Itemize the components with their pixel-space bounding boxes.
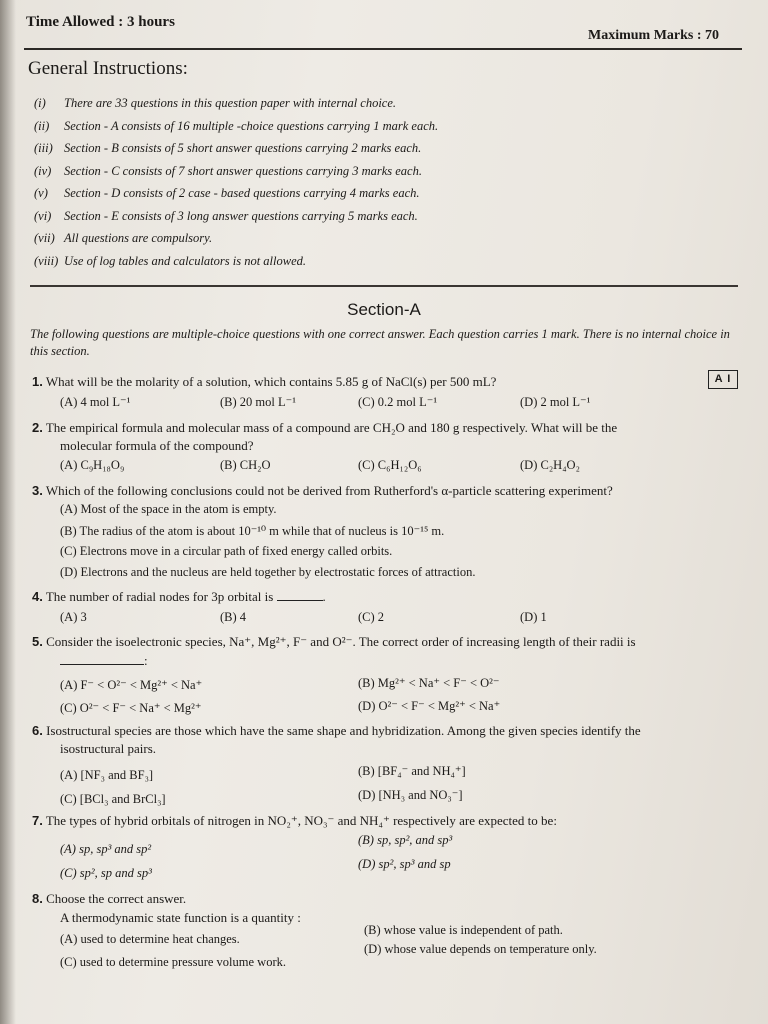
question-number: 1. xyxy=(32,374,43,389)
option-c: (C) C₆H₁₂O₆ xyxy=(358,458,422,472)
option-a: (A) F⁻ < O²⁻ < Mg²⁺ < Na⁺ xyxy=(60,678,203,692)
question-number: 6. xyxy=(32,723,43,738)
instruction-item xyxy=(34,96,734,119)
option-b: (B) 20 mol L⁻¹ xyxy=(220,395,296,409)
question-number: 8. xyxy=(32,891,43,906)
instruction-number: (vi) xyxy=(34,208,52,223)
question-2-line2: molecular formula of the compound? xyxy=(60,438,254,453)
instruction-text: Section - D consists of 2 case - based questions carrying 4 marks each. xyxy=(64,186,420,200)
option-c: (C) [BCl₃ and BrCl₃] xyxy=(60,792,166,806)
option-d: (D) O²⁻ < F⁻ < Mg²⁺ < Na⁺ xyxy=(358,699,501,713)
instruction-number: (ii) xyxy=(34,118,50,133)
option-b: (B) Mg²⁺ < Na⁺ < F⁻ < O²⁻ xyxy=(358,676,500,690)
option-c: (C) O²⁻ < F⁻ < Na⁺ < Mg²⁺ xyxy=(60,701,202,715)
question-number: 5. xyxy=(32,634,43,649)
question-text: Choose the correct answer. xyxy=(46,891,187,906)
difficulty-badge: A I xyxy=(708,370,738,389)
option-d: (D) Electrons and the nucleus are held together by electrostatic forces of attraction. xyxy=(60,565,476,579)
option-d: (D) [NH₃ and NO₃⁻] xyxy=(358,788,463,802)
instruction-text: Section - C consists of 7 short answer questions carrying 3 marks each. xyxy=(64,163,422,178)
question-8 xyxy=(32,890,186,907)
section-a-description: The following questions are multiple-choice questions with one correct answer. Each question carries 1 mark. There is no internal choice in this section. xyxy=(30,327,730,358)
option-d: (D) 2 mol L⁻¹ xyxy=(520,395,591,409)
question-number: 4. xyxy=(32,589,43,604)
question-1 xyxy=(32,373,496,390)
question-text: Which of the following conclusions could not be derived from Rutherford's α-particle scattering experiment? xyxy=(45,483,613,498)
instruction-text: Section - E consists of 3 long answer questions carrying 5 marks each. xyxy=(64,208,418,223)
question-2 xyxy=(32,419,617,436)
instruction-text: Use of log tables and calculators is not allowed. xyxy=(64,253,307,268)
question-6 xyxy=(32,722,641,739)
instruction-item xyxy=(34,186,734,209)
option-b: (B) The radius of the atom is about 10⁻¹⁰ m while that of nucleus is 10⁻¹⁵ m. xyxy=(60,524,445,538)
option-c: (C) 2 xyxy=(358,610,385,624)
option-d: (D) C₂H₄O₂ xyxy=(520,458,580,472)
question-5 xyxy=(32,633,636,650)
instruction-item xyxy=(34,164,734,187)
question-6-line2: isostructural pairs. xyxy=(60,741,157,756)
question-text: Isostructural species are those which have the same shape and hybridization. Among the given species identify the xyxy=(46,723,641,738)
instruction-item xyxy=(34,231,734,254)
option-a: (A) C₉H₁₈O₉ xyxy=(60,458,125,472)
option-a: (A) Most of the space in the atom is empty. xyxy=(60,502,277,516)
instruction-number: (viii) xyxy=(34,253,59,268)
instruction-text: Section - B consists of 5 short answer questions carrying 2 marks each. xyxy=(64,141,422,155)
option-d: (D) 1 xyxy=(520,610,547,624)
instruction-number: (vii) xyxy=(34,231,55,245)
question-number: 2. xyxy=(32,420,43,435)
question-text: The number of radial nodes for 3p orbital is xyxy=(45,589,274,604)
instruction-number: (i) xyxy=(34,96,46,110)
question-number: 3. xyxy=(32,483,43,498)
option-a: (A) used to determine heat changes. xyxy=(60,932,240,946)
option-b: (B) [BF₄⁻ and NH₄⁺] xyxy=(358,764,466,778)
option-b: (B) CH₂O xyxy=(220,458,271,472)
time-allowed: Time Allowed : 3 hours xyxy=(26,14,175,30)
header-divider xyxy=(24,48,742,50)
page-edge-shadow xyxy=(0,0,16,1024)
option-a: (A) 3 xyxy=(60,610,87,624)
question-3 xyxy=(32,482,613,499)
general-instructions-title: General Instructions: xyxy=(28,58,188,79)
instruction-number: (iii) xyxy=(34,141,53,155)
instruction-text: There are 33 questions in this question paper with internal choice. xyxy=(64,96,397,110)
instruction-item xyxy=(34,141,734,164)
question-8-line2: A thermodynamic state function is a quantity : xyxy=(60,910,301,925)
question-text: What will be the molarity of a solution, which contains 5.85 g of NaCl(s) per 500 mL? xyxy=(45,374,497,389)
question-text: The empirical formula and molecular mass of a compound are CH₂O and 180 g respectively. What will be the xyxy=(45,420,618,435)
instruction-item xyxy=(34,119,734,142)
maximum-marks: Maximum Marks : 70 xyxy=(588,28,720,43)
section-a-title: Section-A xyxy=(347,300,421,319)
instruction-item xyxy=(34,209,734,232)
instruction-text: All questions are compulsory. xyxy=(64,231,213,245)
option-a: (A) sp, sp³ and sp² xyxy=(60,842,152,856)
option-b: (B) sp, sp², and sp³ xyxy=(358,833,453,847)
instruction-number: (iv) xyxy=(34,163,52,178)
option-a: (A) [NF₃ and BF₃] xyxy=(60,768,154,782)
option-d: (D) whose value depends on temperature only. xyxy=(364,942,597,956)
option-b: (B) 4 xyxy=(220,610,247,624)
instruction-text: Section - A consists of 16 multiple -choice questions carrying 1 mark each. xyxy=(64,118,439,133)
question-4: 4. The number of radial nodes for 3p orbital is . xyxy=(32,589,326,604)
question-5-blank: : xyxy=(60,652,148,669)
option-a: (A) 4 mol L⁻¹ xyxy=(60,395,131,409)
option-d: (D) sp², sp³ and sp xyxy=(358,857,451,871)
answer-blank xyxy=(60,652,144,665)
question-7 xyxy=(32,812,557,829)
option-c: (C) used to determine pressure volume work. xyxy=(60,955,286,969)
option-b: (B) whose value is independent of path. xyxy=(364,923,563,937)
general-instructions-list xyxy=(34,96,734,276)
option-c: (C) Electrons move in a circular path of fixed energy called orbits. xyxy=(60,544,393,558)
instruction-number: (v) xyxy=(34,186,48,200)
question-text: The types of hybrid orbitals of nitrogen in NO₂⁺, NO₃⁻ and NH₄⁺ respectively are expected to be: xyxy=(45,813,557,828)
question-number: 7. xyxy=(32,813,43,828)
instruction-item xyxy=(34,254,734,277)
section-divider xyxy=(30,285,738,287)
option-c: (C) sp², sp and sp³ xyxy=(60,866,152,880)
answer-blank xyxy=(277,588,323,601)
option-c: (C) 0.2 mol L⁻¹ xyxy=(358,395,438,409)
question-text: Consider the isoelectronic species, Na⁺, Mg²⁺, F⁻ and O²⁻. The correct order of increasing length of their radii is xyxy=(46,634,636,649)
